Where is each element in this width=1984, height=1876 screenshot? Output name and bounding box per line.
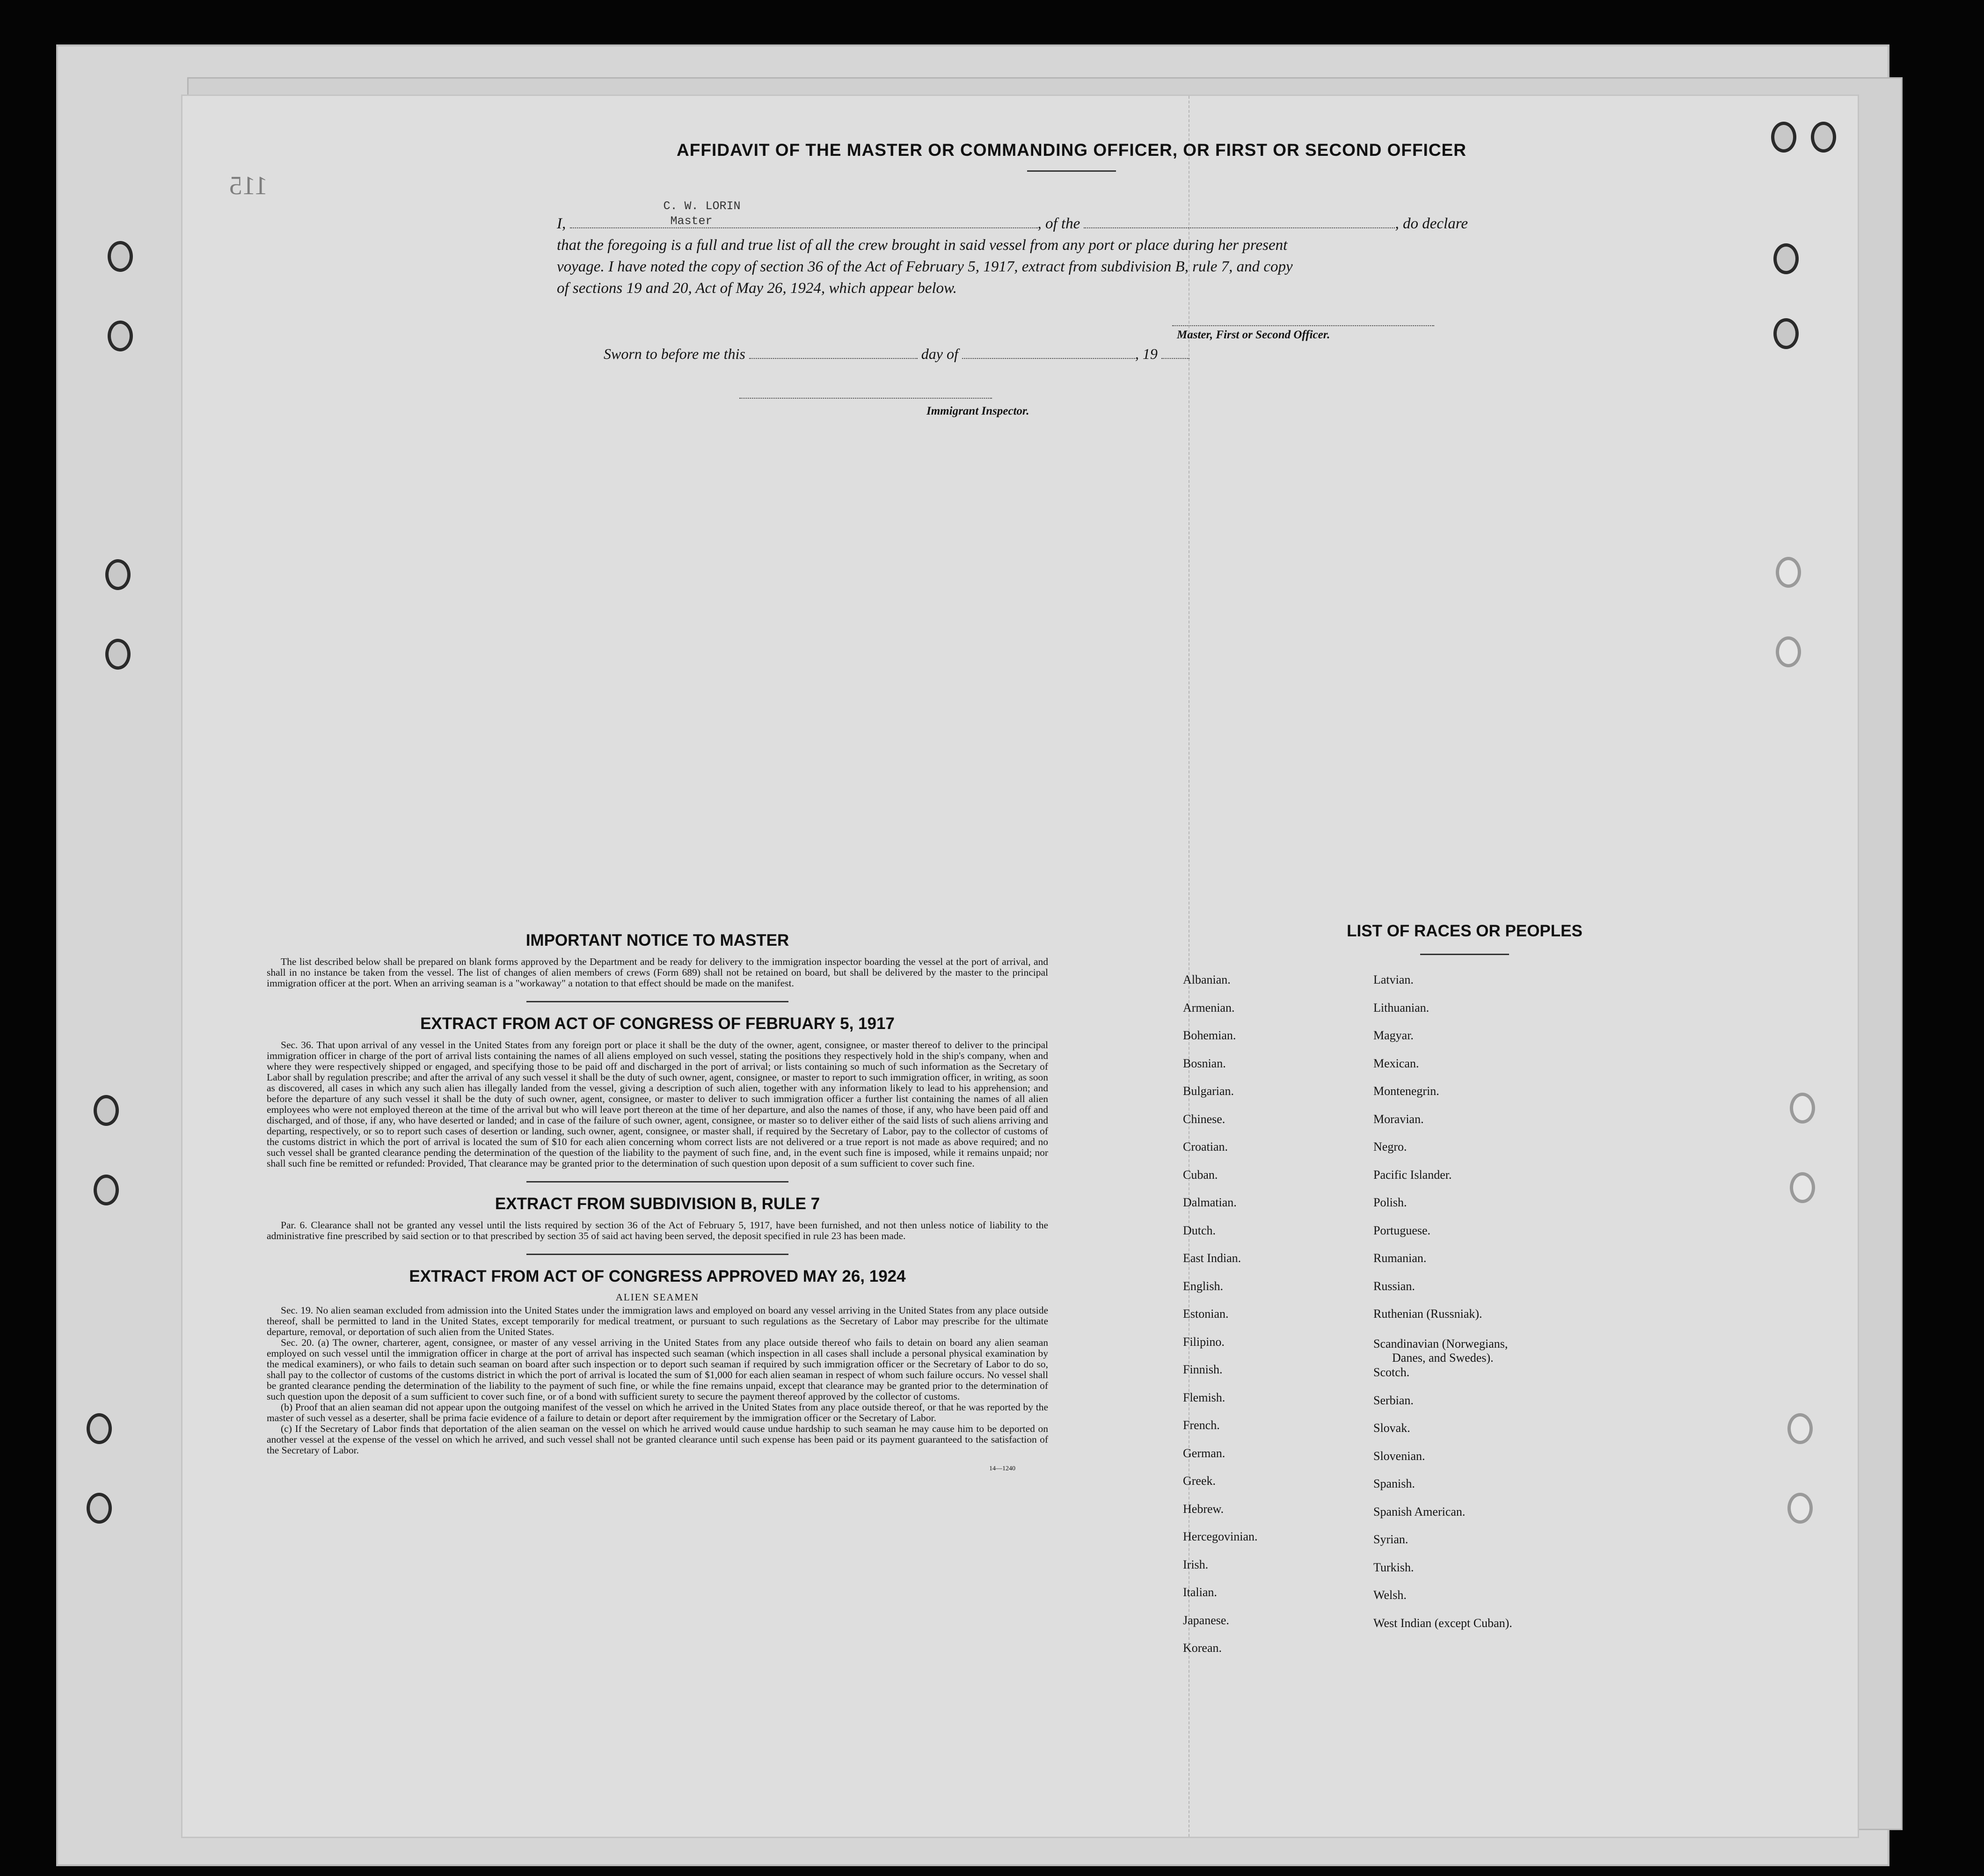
race-item: Magyar.: [1373, 1029, 1414, 1042]
extract-1924-subtitle: ALIEN SEAMEN: [615, 1292, 700, 1303]
race-item: Bosnian.: [1183, 1057, 1226, 1070]
punch-hole: [1776, 636, 1801, 667]
sec-20b-text: (b) Proof that an alien seaman did not appear upon the outgoing manifest of the vessel on which he arrived in the United States from any place outside thereof, or that he was reported by the master of such vessel as a deserter, shall be prima facie evidence of a failure to detain or deport after requirement by the immigration officer or the Secretary of Labor.: [267, 1402, 1048, 1423]
races-section: [1179, 922, 1750, 1675]
declaration-do-declare: , do declare: [1395, 215, 1468, 232]
sworn-prefix: Sworn to before me this: [604, 345, 745, 362]
master-signature-caption: Master, First or Second Officer.: [1177, 328, 1330, 341]
punch-hole: [1787, 1413, 1813, 1444]
race-item: Cuban.: [1183, 1168, 1218, 1182]
declaration-line-3: voyage. I have noted the copy of section 36 of the Act of February 5, 1917, extract from subdivision B, rule 7, and copy: [557, 258, 1293, 275]
race-item: Slovenian.: [1373, 1449, 1425, 1463]
punch-hole: [1773, 243, 1799, 274]
title-rule: [1027, 170, 1116, 172]
affidavit-section: [416, 140, 1727, 172]
race-item: Pacific Islander.: [1373, 1168, 1452, 1182]
sec-20a-text: Sec. 20. (a) The owner, charterer, agent, consignee, or master of any vessel arriving in the United States from any place outside thereof who fails to detain on board any alien seaman employed on such vessel until the immigration officer in charge at the port of arrival has inspected such seaman (which inspection in all cases shall include a personal physical examination by the medical examiners), or who fails to detain such seaman on board after such inspection or to deport such seaman if required by such immigration officer or the Secretary of Labor to do so, shall pay to the collector of customs of the customs district in which the port of arrival is located the sum of $1,000 for each alien seaman in respect of whom such failure occurs. No vessel shall be granted clearance pending the determination of the liability to the payment of such fine, or while the fine remains unpaid, except that clearance may be granted prior to the determination of such question upon the deposit of a sum sufficient to cover such fine, or of a bond with sufficient surety to secure the payment thereof approved by the collector of customs.: [267, 1337, 1048, 1402]
extract-rule7-title: EXTRACT FROM SUBDIVISION B, RULE 7: [495, 1195, 820, 1213]
section-rule: [526, 1181, 788, 1183]
section-rule: [526, 1001, 788, 1002]
race-item: Finnish.: [1183, 1363, 1223, 1376]
sworn-day-label: day of: [921, 345, 958, 362]
race-item: Montenegrin.: [1373, 1084, 1439, 1098]
punch-hole: [87, 1413, 112, 1444]
race-item: Moravian.: [1373, 1112, 1424, 1126]
extract-1917-text: Sec. 36. That upon arrival of any vessel in the United States from any foreign port or place it shall be the duty of the owner, agent, consignee, or master thereof to deliver to the principal immigration officer in charge of the port of arrival lists containing the names of all aliens employed on such vessel, stating the positions they respectively hold in the ship's company, when and where they were respectively shipped or engaged, and specifying those to be paid off and discharged in the port of arrival; or lists containing so much of such information as the Secretary of Labor shall by regulation prescribe; and after the arrival of any such vessel it shall be the duty of such owner, agent, consignee, or master to report to such immigration officer, in writing, as soon as discovered, all cases in which any such alien has illegally landed from the vessel, giving a description of such alien, together with any information likely to lead to his apprehension; and before the departure of any such vessel it shall be the duty of such owner, agent, consignee, or master to deliver to such immigration officer a further list containing the names of all alien employees who were not employed thereon at the time of the arrival but who will leave port thereon at the time of her departure, and also the names of those, if any, who have been paid off and discharged, and of those, if any, who have deserted or landed; and in case of the failure of such owner, agent, consignee, or master so to deliver either of the said lists of such aliens arriving and departing, respectively, or so to report such cases of desertion or landing, such owner, agent, consignee, or master shall, if required by the Secretary of Labor, pay to the collector of customs of the customs district in which the port of arrival is located the sum of $10 for each alien concerning whom correct lists are not delivered or a true report is not made as above required; and no such vessel shall be granted clearance pending the determination of the question of the liability to the payment of such fine, and, in the event such fine is imposed, while it remains unpaid; nor shall such fine be remitted or refunded: Provided, That clearance may be granted prior to the determination of such question upon deposit of a sum sufficient to cover such fine.: [267, 1039, 1048, 1169]
race-item: Korean.: [1183, 1641, 1222, 1655]
race-item: English.: [1183, 1279, 1223, 1293]
race-item: French.: [1183, 1418, 1220, 1432]
declaration-line-2: that the foregoing is a full and true list of all the crew brought in said vessel from any port or place during her present: [557, 237, 1288, 254]
manifest-page: [182, 96, 1858, 1837]
race-item: Negro.: [1373, 1140, 1407, 1153]
sec-19-text: Sec. 19. No alien seaman excluded from admission into the United States under the immigration laws and employed on board any vessel arriving in the United States from any place outside thereof, shall be permitted to land in the United States, except temporarily for medical treatment, or pursuant to such regulations as the Secretary of Labor may prescribe for the ultimate departure, removal, or deportation of such alien from the United States.: [267, 1305, 1048, 1337]
form-code: 14—1240: [989, 1465, 1015, 1472]
race-item: Lithuanian.: [1373, 1001, 1430, 1015]
race-item: Hercegovinian.: [1183, 1530, 1258, 1543]
punch-hole: [1771, 122, 1796, 153]
notice-text: The list described below shall be prepared on blank forms approved by the Department and be ready for delivery to the immigration inspector boarding the vessel at the port of arrival, and shall in no instance be taken from the vessel. The list of changes of alien members of crews (Form 689) shall not be retained on board, but shall be delivered by the master to the principal immigration officer at the port. When an arriving seaman is a "workaway" a notation to that effect should be made on the manifest.: [267, 956, 1048, 989]
race-item: German.: [1183, 1446, 1225, 1460]
sworn-day-blank: [749, 344, 918, 359]
race-item: Italian.: [1183, 1585, 1217, 1599]
punch-hole: [1811, 122, 1836, 153]
race-item: Estonian.: [1183, 1307, 1229, 1321]
race-item: Albanian.: [1183, 973, 1231, 986]
race-item: Dalmatian.: [1183, 1196, 1237, 1209]
section-rule: [526, 1254, 788, 1255]
race-item: Turkish.: [1373, 1561, 1414, 1574]
inspector-signature-caption: Immigrant Inspector.: [926, 405, 1029, 417]
declaration-i: I,: [557, 215, 566, 232]
extract-1917-title: EXTRACT FROM ACT OF CONGRESS OF FEBRUARY 5, 1917: [420, 1015, 895, 1033]
races-title-rule: [1420, 954, 1509, 955]
race-item: West Indian (except Cuban).: [1373, 1616, 1512, 1630]
race-item: Scandinavian (Norwegians,: [1373, 1337, 1508, 1350]
punch-hole: [1790, 1093, 1815, 1124]
race-item: Syrian.: [1373, 1533, 1408, 1546]
race-item: Slovak.: [1373, 1421, 1410, 1435]
race-item: Serbian.: [1373, 1394, 1414, 1407]
punch-hole: [1773, 318, 1799, 349]
sworn-year-blank: [1161, 344, 1189, 359]
race-item: Rumanian.: [1373, 1251, 1427, 1265]
typed-master-title: Master: [670, 214, 713, 228]
sworn-year-label: , 19: [1135, 345, 1158, 362]
races-title: LIST OF RACES OR PEOPLES: [1347, 922, 1583, 940]
sworn-month-blank: [962, 344, 1135, 359]
race-item: Russian.: [1373, 1279, 1415, 1293]
race-item: Ruthenian (Russniak).: [1373, 1307, 1482, 1321]
declaration-of-the: , of the: [1037, 215, 1080, 232]
race-item: Greek.: [1183, 1474, 1216, 1488]
race-item: Croatian.: [1183, 1140, 1228, 1153]
declaration-line-4: of sections 19 and 20, Act of May 26, 1924, which appear below.: [557, 280, 957, 297]
race-item: Spanish American.: [1373, 1505, 1466, 1518]
race-item: Armenian.: [1183, 1001, 1235, 1015]
affidavit-title: AFFIDAVIT OF THE MASTER OR COMMANDING OFFICER, OR FIRST OR SECOND OFFICER: [677, 140, 1466, 160]
race-item: Japanese.: [1183, 1613, 1229, 1627]
race-item: Mexican.: [1373, 1057, 1419, 1070]
punch-hole: [94, 1175, 119, 1205]
race-item: Filipino.: [1183, 1335, 1225, 1349]
race-item: Dutch.: [1183, 1224, 1216, 1237]
race-item: East Indian.: [1183, 1251, 1241, 1265]
race-item: Welsh.: [1373, 1588, 1407, 1602]
race-item: Spanish.: [1373, 1477, 1415, 1490]
punch-hole: [94, 1095, 119, 1126]
typed-master-name: C. W. LORIN: [663, 199, 741, 213]
extract-1924-title: EXTRACT FROM ACT OF CONGRESS APPROVED MAY 26, 1924: [409, 1267, 906, 1285]
sworn-line: [604, 344, 1189, 363]
vessel-blank: [1084, 213, 1395, 228]
master-signature-line: [1172, 325, 1434, 326]
race-item: Hebrew.: [1183, 1502, 1224, 1516]
punch-hole: [1790, 1172, 1815, 1203]
race-item: Portuguese.: [1373, 1224, 1431, 1237]
race-item: Latvian.: [1373, 973, 1414, 986]
sec-20c-text: (c) If the Secretary of Labor finds that deportation of the alien seaman on the vessel on which he arrived would cause undue hardship to such seaman he may cause him to be deported on another vessel at the expense of the vessel on which he arrived, and such vessel shall not be granted clearance until such expense has been paid or its payment guaranteed to the satisfaction of the Secretary of Labor.: [267, 1423, 1048, 1456]
margin-page-number: 115: [229, 171, 268, 200]
punch-hole: [105, 559, 131, 590]
extract-rule7-text: Par. 6. Clearance shall not be granted any vessel until the lists required by section 36 of the Act of February 5, 1917, have been furnished, and not then unless notice of liability to the administrative fine prescribed by said section or to that prescribed by section 35 of said act having been served, the deposit specified in rule 23 has been made.: [267, 1219, 1048, 1241]
race-item: Scotch.: [1373, 1365, 1410, 1379]
declaration-text: [557, 199, 1493, 299]
punch-hole: [105, 639, 131, 670]
punch-hole: [87, 1493, 112, 1524]
punch-hole: [1787, 1493, 1813, 1524]
race-item: Chinese.: [1183, 1112, 1225, 1126]
notice-title: IMPORTANT NOTICE TO MASTER: [525, 931, 789, 949]
race-item: Bohemian.: [1183, 1029, 1236, 1042]
legal-notices-column: [267, 931, 1048, 1473]
race-item: Danes, and Swedes).: [1392, 1351, 1494, 1365]
race-item: Bulgarian.: [1183, 1084, 1234, 1098]
punch-hole: [108, 321, 133, 351]
race-item: Polish.: [1373, 1196, 1407, 1209]
inspector-signature-line: [739, 398, 992, 399]
punch-hole: [108, 241, 133, 272]
name-blank: [570, 199, 1038, 228]
race-item: Irish.: [1183, 1558, 1209, 1571]
races-list: [1179, 973, 1750, 1675]
punch-hole: [1776, 557, 1801, 588]
race-item: Flemish.: [1183, 1391, 1225, 1404]
